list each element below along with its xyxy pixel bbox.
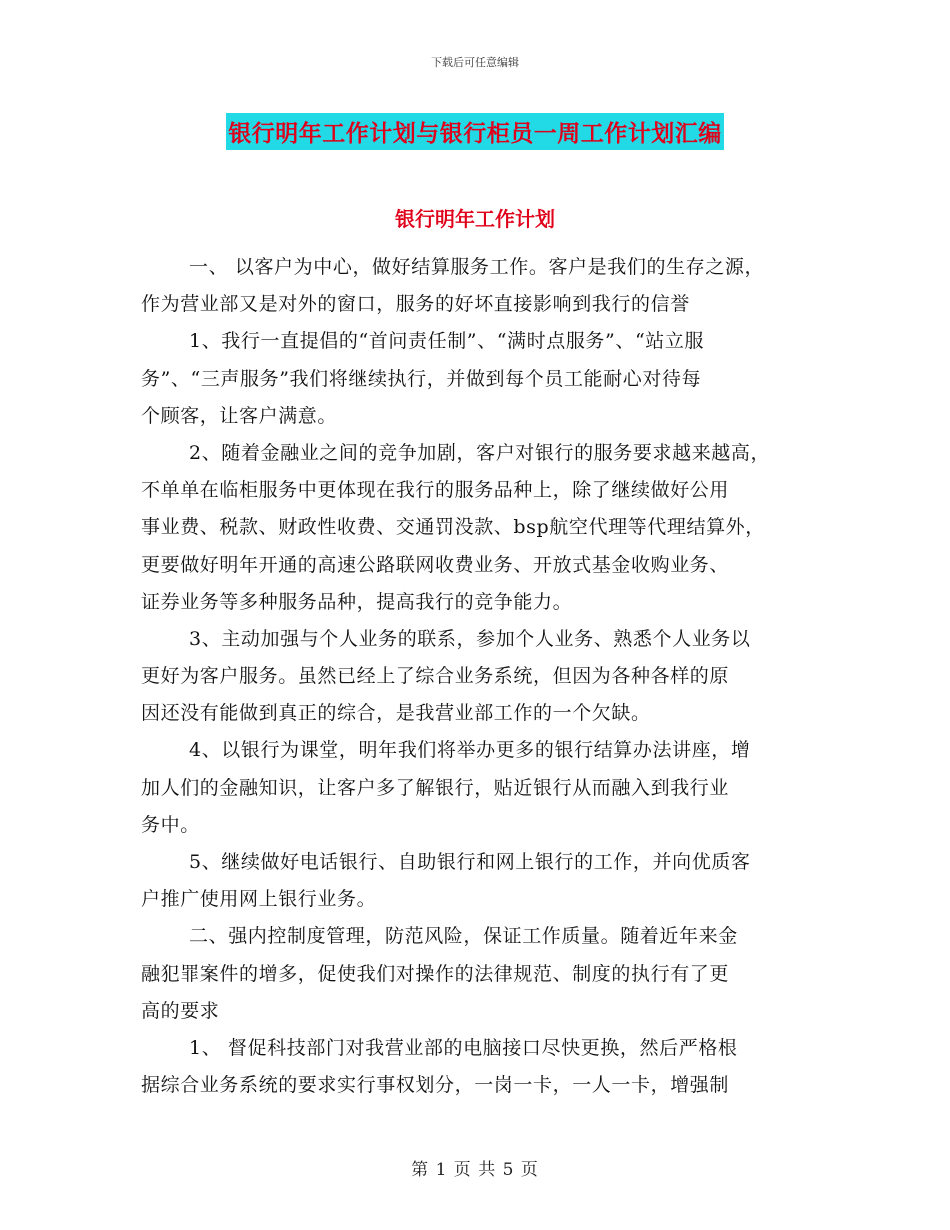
paragraph-line: 个顾客，让客户满意。 [141, 404, 338, 427]
paragraph-line: 务中。 [141, 813, 200, 836]
paragraph-first-line: 5、继续做好电话银行、自助银行和网上银行的工作，并向优质客 [189, 851, 751, 873]
paragraph-line: 因还没有能做到真正的综合，是我营业部工作的一个欠缺。 [141, 702, 651, 725]
paragraph-line: 户推广使用网上银行业务。 [141, 888, 377, 911]
paragraph-line: 据综合业务系统的要求实行事权划分，一岗一卡，一人一卡，增强制 [141, 1074, 730, 1097]
paragraph-first-line: 2、随着金融业之间的竞争加剧，客户对银行的服务要求越来越高， [189, 441, 771, 464]
paragraph-first-line: 1、 督促科技部门对我营业部的电脑接口尽快更换，然后严格根 [189, 1036, 738, 1059]
paragraph-first-line: 二、强内控制度管理，防范风险，保证工作质量。随着近年来金 [189, 925, 738, 948]
paragraph-line: 不单单在临柜服务中更体现在我行的服务品种上，除了继续做好公用 [141, 479, 730, 502]
paragraph-line: 证券业务等多种服务品种，提高我行的竞争能力。 [141, 590, 573, 613]
paragraph-first-line: 4、以银行为课堂，明年我们将举办更多的银行结算办法讲座，增 [189, 739, 751, 762]
section-title: 银行明年工作计划 [395, 207, 555, 231]
document-body [141, 249, 831, 1104]
paragraph-line: 更好为客户服务。虽然已经上了综合业务系统，但因为各种各样的原 [141, 665, 730, 688]
paragraph-line: 务”、“三声服务”我们将继续执行，并做到每个员工能耐心对待每 [141, 367, 702, 390]
paragraph-line: 作为营业部又是对外的窗口，服务的好坏直接影响到我行的信誉 [141, 293, 690, 316]
paragraph-first-line: 一、 以客户为中心，做好结算服务工作。客户是我们的生存之源， [189, 256, 765, 278]
header-note: 下载后可任意编辑 [431, 56, 519, 69]
paragraph-first-line: 1、我行一直提倡的“首问责任制”、“满时点服务”、“站立服 [189, 330, 705, 353]
page-footer: 第 1 页 共 5 页 [411, 1160, 539, 1180]
paragraph-first-line: 3、主动加强与个人业务的联系，参加个人业务、熟悉个人业务以 [189, 627, 751, 650]
paragraph-line: 更要做好明年开通的高速公路联网收费业务、开放式基金收购业务、 [141, 553, 730, 576]
paragraph-line: 高的要求 [141, 999, 220, 1022]
document-title-wrap [0, 113, 950, 150]
paragraph-line: 加人们的金融知识，让客户多了解银行，贴近银行从而融入到我行业 [141, 776, 730, 799]
paragraph-line: 事业费、税款、财政性收费、交通罚没款、bsp航空代理等代理结算外， [141, 516, 765, 539]
paragraph-line: 融犯罪案件的增多，促使我们对操作的法律规范、制度的执行有了更 [141, 962, 730, 985]
document-title: 银行明年工作计划与银行柜员一周工作计划汇编 [226, 113, 724, 150]
